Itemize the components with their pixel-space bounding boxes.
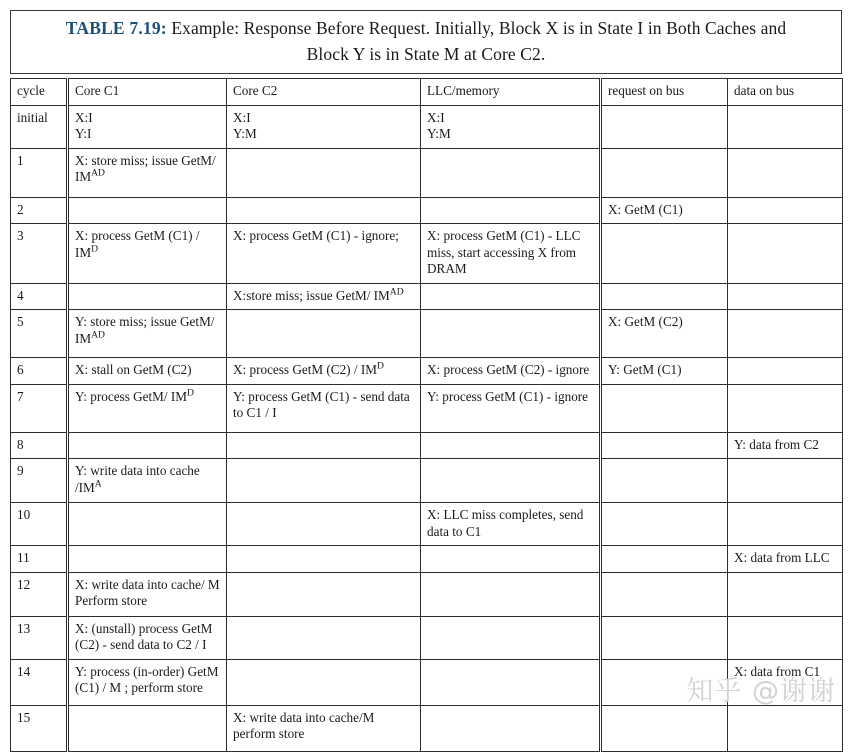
header-row: [11, 79, 843, 106]
cell-core-c2: [227, 459, 421, 503]
cell-line: X: process GetM (C1) - ignore;: [233, 228, 399, 243]
cell-line: X:I: [427, 109, 445, 125]
cell-cycle: 12: [11, 572, 68, 616]
cell-line: Y:M: [427, 126, 451, 141]
column-header-data-on-bus: data on bus: [728, 79, 843, 106]
cell-request-on-bus: [601, 546, 728, 573]
table-caption-box: [10, 10, 842, 74]
cell-data-on-bus: [728, 572, 843, 616]
cell-cycle: 14: [11, 659, 68, 705]
cell-core-c2: [227, 224, 421, 284]
cell-core-c2: [227, 105, 421, 148]
table-row: [11, 616, 843, 659]
cell-llc-memory: [421, 659, 601, 705]
table-row: [11, 384, 843, 432]
cell-data-on-bus: [728, 459, 843, 503]
cell-line: X:I: [233, 109, 251, 125]
cell-core-c1: [68, 224, 227, 284]
table-row: [11, 546, 843, 573]
column-header-core-c2: Core C2: [227, 79, 421, 106]
table-row: [11, 105, 843, 148]
cell-data-on-bus: [728, 705, 843, 751]
cell-core-c1: [68, 572, 227, 616]
cell-line: Y: process GetM (C1) - ignore: [427, 388, 589, 404]
cell-core-c1: [68, 459, 227, 503]
cell-superscript: D: [376, 360, 384, 372]
cell-line: Y:I: [75, 126, 92, 141]
cell-core-c1: [68, 659, 227, 705]
cell-data-on-bus: Y: data from C2: [728, 432, 843, 459]
cell-core-c2: [227, 197, 421, 224]
cell-request-on-bus: [601, 432, 728, 459]
cell-cycle: 13: [11, 616, 68, 659]
cell-line: X: process GetM (C1) / IM: [75, 228, 200, 260]
table-row: [11, 358, 843, 385]
column-header-core-c1: Core C1: [68, 79, 227, 106]
cell-request-on-bus: [601, 503, 728, 546]
cell-data-on-bus: [728, 224, 843, 284]
cell-line: Y: process (in-order) GetM (C1) / M ; perform store: [75, 663, 219, 695]
cell-line: Y: store miss; issue GetM/: [75, 314, 215, 329]
cell-line: X: stall on GetM (C2): [75, 362, 192, 377]
cell-cycle: 2: [11, 197, 68, 224]
cell-line: X: write data into cache/M: [233, 709, 375, 725]
cell-request-on-bus: X: GetM (C1): [601, 197, 728, 224]
cell-superscript: AD: [91, 167, 105, 179]
cell-line: IM: [75, 169, 92, 184]
cell-line: X: LLC miss completes, send data to C1: [427, 507, 584, 539]
cell-cycle: 8: [11, 432, 68, 459]
cell-cycle: 3: [11, 224, 68, 284]
cell-core-c2: [227, 148, 421, 197]
cell-data-on-bus: X: data from LLC: [728, 546, 843, 573]
cell-superscript: D: [91, 243, 99, 255]
cell-cycle: 15: [11, 705, 68, 751]
cell-line: X: process GetM (C1) - LLC miss, start accessing X from DRAM: [427, 228, 581, 276]
cell-line: X: process GetM (C2) / IM: [233, 362, 377, 377]
table-caption-body: Example: Response Before Request. Initially, Block X is in State I in Both Caches and Block Y is in State M at Core C2.: [166, 18, 787, 64]
cell-line: X:store miss; issue GetM/ IM: [233, 287, 390, 303]
cell-core-c1: [68, 546, 227, 573]
cell-llc-memory: [421, 616, 601, 659]
table-row: [11, 659, 843, 705]
cell-request-on-bus: [601, 384, 728, 432]
cell-cycle: 5: [11, 310, 68, 358]
cell-data-on-bus: [728, 310, 843, 358]
cell-llc-memory: [421, 197, 601, 224]
cell-data-on-bus: [728, 283, 843, 310]
cell-line: X:I: [75, 109, 93, 125]
cell-core-c1: [68, 197, 227, 224]
table-row: [11, 432, 843, 459]
table-row: [11, 148, 843, 197]
cell-llc-memory: [421, 105, 601, 148]
cell-core-c2: [227, 572, 421, 616]
cell-data-on-bus: [728, 105, 843, 148]
cell-cycle: 11: [11, 546, 68, 573]
cell-data-on-bus: [728, 384, 843, 432]
cell-request-on-bus: [601, 616, 728, 659]
table-row: [11, 459, 843, 503]
cell-data-on-bus: [728, 148, 843, 197]
cell-request-on-bus: X: GetM (C2): [601, 310, 728, 358]
cell-llc-memory: [421, 572, 601, 616]
cell-core-c1: [68, 310, 227, 358]
table-row: [11, 283, 843, 310]
cell-line: X: (unstall) process GetM (C2) - send data to C2 / I: [75, 620, 213, 652]
cell-request-on-bus: [601, 148, 728, 197]
cell-core-c2: [227, 546, 421, 573]
cell-core-c2: [227, 705, 421, 751]
cell-superscript: A: [94, 478, 102, 490]
cell-line: Y: write data into cache: [75, 463, 200, 478]
column-header-request-on-bus: request on bus: [601, 79, 728, 106]
table-row: [11, 572, 843, 616]
cell-llc-memory: [421, 283, 601, 310]
cell-cycle: 1: [11, 148, 68, 197]
cell-data-on-bus: [728, 358, 843, 385]
cell-data-on-bus: [728, 616, 843, 659]
cell-request-on-bus: [601, 659, 728, 705]
table-row: [11, 705, 843, 751]
table-row: [11, 503, 843, 546]
cell-llc-memory: [421, 503, 601, 546]
cell-data-on-bus: X: data from C1: [728, 659, 843, 705]
cell-core-c1: [68, 384, 227, 432]
table-caption-label: TABLE 7.19:: [65, 18, 167, 38]
cell-llc-memory: [421, 459, 601, 503]
cell-request-on-bus: [601, 105, 728, 148]
cell-llc-memory: [421, 148, 601, 197]
cell-request-on-bus: [601, 705, 728, 751]
table-header: [11, 79, 843, 106]
cell-request-on-bus: [601, 459, 728, 503]
table-body: [11, 105, 843, 751]
cell-core-c1: [68, 705, 227, 751]
cell-core-c1: [68, 616, 227, 659]
cell-cycle: 9: [11, 459, 68, 503]
cell-line: /IM: [75, 479, 95, 495]
cell-llc-memory: [421, 224, 601, 284]
cell-line: X: process GetM (C2) - ignore: [427, 362, 590, 377]
cell-data-on-bus: [728, 197, 843, 224]
table-row: [11, 197, 843, 224]
cell-cycle: 4: [11, 283, 68, 310]
cell-core-c1: [68, 105, 227, 148]
cell-cycle: 7: [11, 384, 68, 432]
cell-llc-memory: [421, 546, 601, 573]
cell-line: X: write data into cache/ M: [75, 576, 220, 592]
cell-line: Y: process GetM (C1) - send data to C1 / I: [233, 388, 410, 420]
cell-superscript: D: [186, 387, 194, 399]
cell-core-c2: [227, 616, 421, 659]
watermark: 知乎 @谢谢: [686, 676, 836, 707]
cell-core-c2: [227, 659, 421, 705]
cell-superscript: AD: [389, 286, 404, 298]
cell-request-on-bus: [601, 224, 728, 284]
cell-core-c1: [68, 283, 227, 310]
coherence-trace-table: [10, 78, 843, 752]
cell-data-on-bus: [728, 503, 843, 546]
cell-llc-memory: [421, 432, 601, 459]
cell-line: IM: [75, 330, 92, 346]
cell-cycle: initial: [11, 105, 68, 148]
cell-core-c1: [68, 358, 227, 385]
cell-cycle: 10: [11, 503, 68, 546]
cell-core-c2: [227, 384, 421, 432]
cell-core-c2: [227, 503, 421, 546]
table-row: [11, 224, 843, 284]
table-caption-text: [45, 15, 807, 67]
cell-line: X: store miss; issue GetM/: [75, 152, 216, 168]
cell-core-c1: [68, 503, 227, 546]
cell-llc-memory: [421, 310, 601, 358]
column-header-llc-memory: LLC/memory: [421, 79, 601, 106]
cell-request-on-bus: [601, 572, 728, 616]
cell-line: Perform store: [75, 593, 148, 608]
cell-llc-memory: [421, 705, 601, 751]
cell-request-on-bus: Y: GetM (C1): [601, 358, 728, 385]
cell-llc-memory: [421, 358, 601, 385]
cell-core-c2: [227, 432, 421, 459]
cell-core-c2: [227, 358, 421, 385]
column-header-cycle: cycle: [11, 79, 68, 106]
cell-request-on-bus: [601, 283, 728, 310]
cell-line: Y:M: [233, 126, 257, 141]
cell-llc-memory: [421, 384, 601, 432]
cell-core-c1: [68, 432, 227, 459]
cell-superscript: AD: [91, 329, 105, 341]
cell-cycle: 6: [11, 358, 68, 385]
cell-line: Y: process GetM/ IM: [75, 388, 187, 404]
cell-line: perform store: [233, 726, 305, 741]
cell-core-c1: [68, 148, 227, 197]
table-row: [11, 310, 843, 358]
cell-core-c2: [227, 283, 421, 310]
cell-core-c2: [227, 310, 421, 358]
